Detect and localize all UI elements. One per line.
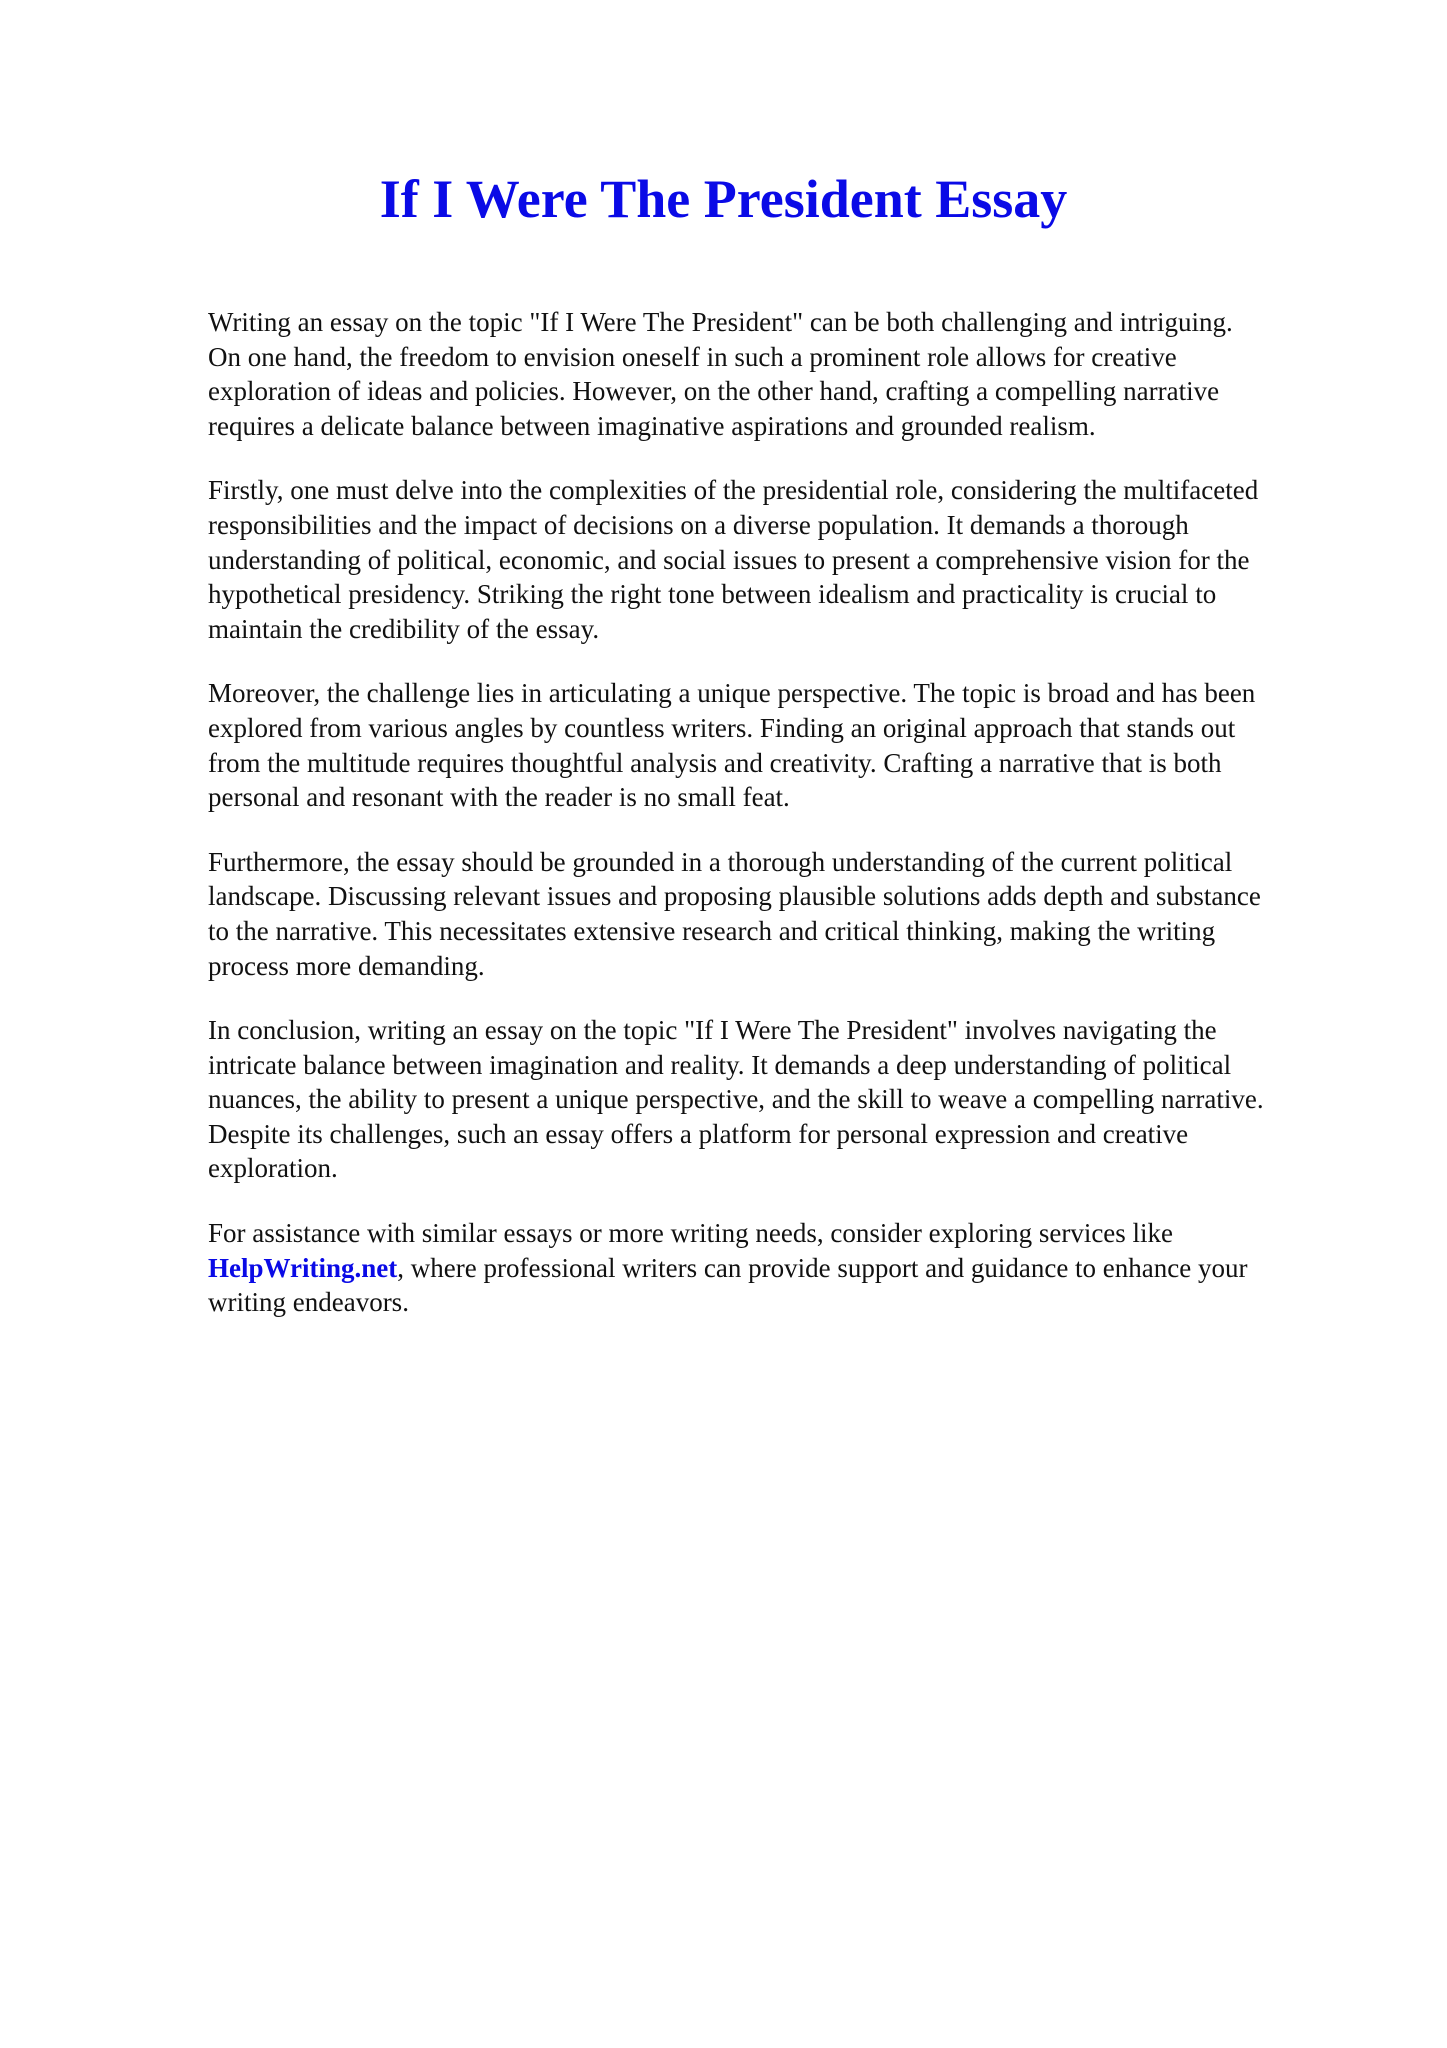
paragraph-line: maintain the credibility of the essay. [208,613,600,644]
paragraph-line: nuances, the ability to present a unique perspective, and the skill to weave a compelling narrative. [208,1084,1264,1115]
helpwriting-link[interactable]: HelpWriting.net [208,1252,398,1283]
closing-line: For assistance with similar essays or more writing needs, consider exploring services like [208,1218,1174,1249]
paragraph-line: Firstly, one must delve into the complexities of the presidential role, considering the multifaceted [208,475,1259,506]
paragraph-line: On one hand, the freedom to envision oneself in such a prominent role allows for creative [208,341,1177,372]
paragraph-line: landscape. Discussing relevant issues and proposing plausible solutions adds depth and substance [208,881,1261,912]
paragraph-line: exploration of ideas and policies. However, on the other hand, crafting a compelling narrative [208,376,1220,407]
paragraph-line: process more demanding. [208,950,485,981]
paragraph-line: hypothetical presidency. Striking the right tone between idealism and practicality is crucial to [208,579,1217,610]
paragraph-line: responsibilities and the impact of decisions on a diverse population. It demands a thorough [208,509,1189,540]
closing-line [208,1251,1408,1286]
closing-text: , where professional writers can provide support and guidance to enhance your [397,1252,1248,1283]
paragraph-line: understanding of political, economic, and social issues to present a comprehensive vision for the [208,544,1250,575]
essay-paragraph [208,845,1408,983]
essay-paragraph [208,676,1408,814]
essay-paragraph [208,1013,1408,1186]
paragraph-line: Moreover, the challenge lies in articulating a unique perspective. The topic is broad and has been [208,678,1256,709]
paragraph-line: intricate balance between imagination and reality. It demands a deep understanding of political [208,1049,1232,1080]
paragraph-line: Furthermore, the essay should be grounded in a thorough understanding of the current political [208,846,1233,877]
paragraph-line: exploration. [208,1153,338,1184]
essay-paragraph [208,473,1408,646]
paragraph-line: Despite its challenges, such an essay offers a platform for personal expression and creative [208,1118,1189,1149]
essay-paragraph [208,305,1408,443]
essay-body [208,305,1408,1350]
page-title: If I Were The President Essay [379,169,1068,229]
closing-line: writing endeavors. [208,1287,409,1318]
closing-paragraph [208,1216,1408,1320]
paragraph-line: personal and resonant with the reader is no small feat. [208,782,790,813]
paragraph-line: from the multitude requires thoughtful analysis and creativity. Crafting a narrative that is both [208,747,1222,778]
paragraph-line: Writing an essay on the topic "If I Were The President" can be both challenging and intriguing. [208,307,1233,337]
paragraph-line: In conclusion, writing an essay on the topic "If I Were The President" involves navigating the [208,1015,1217,1046]
paragraph-line: explored from various angles by countless writers. Finding an original approach that stands out [208,712,1236,743]
paragraph-line: to the narrative. This necessitates extensive research and critical thinking, making the writing [208,915,1216,946]
paragraph-line: requires a delicate balance between imaginative aspirations and grounded realism. [208,410,1096,441]
